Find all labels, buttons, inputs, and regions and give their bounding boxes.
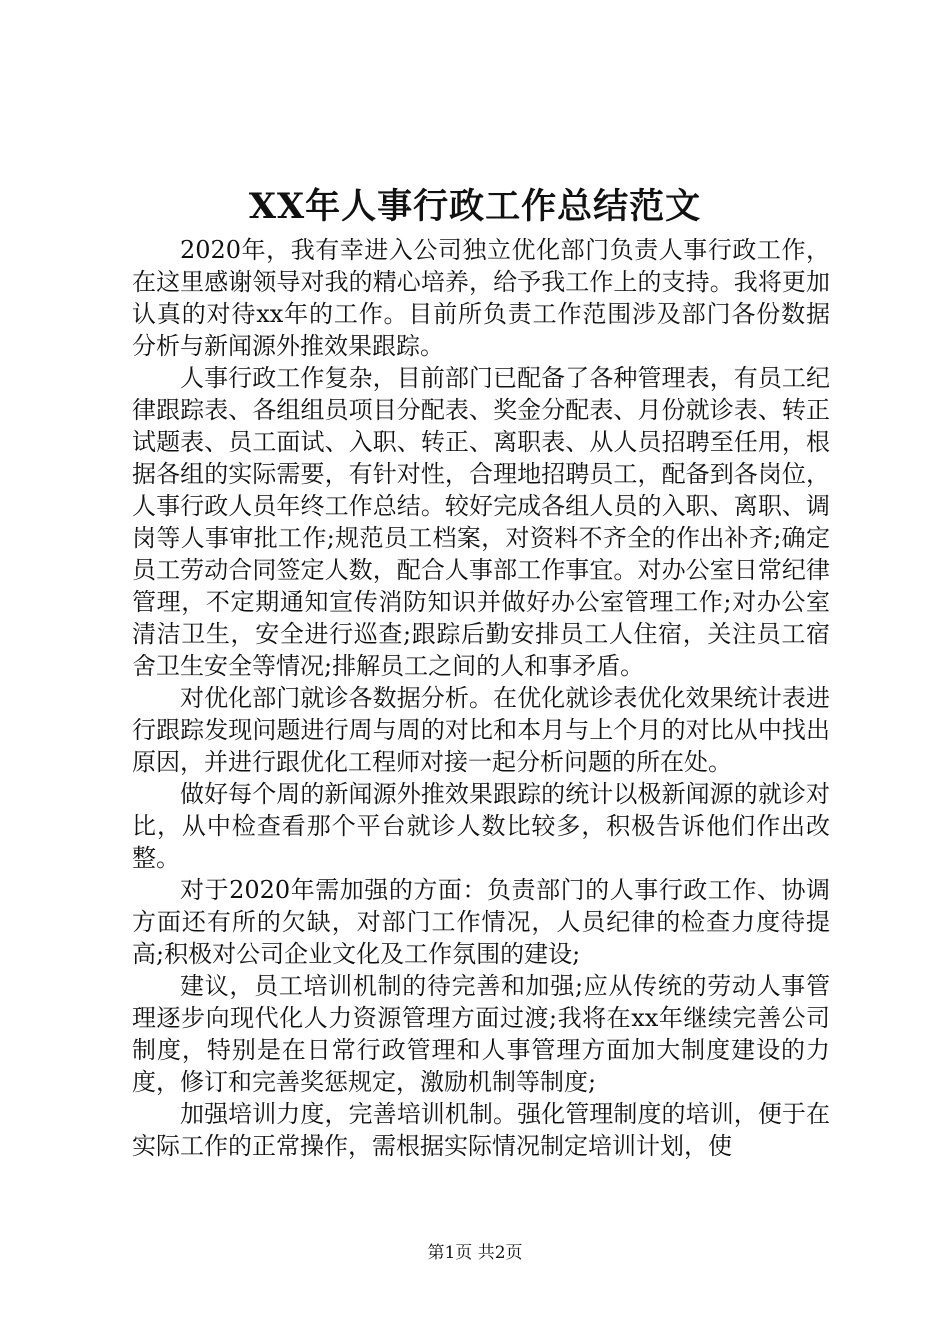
paragraph-7: 加强培训力度，完善培训机制。强化管理制度的培训，便于在实际工作的正常操作，需根据实际情况制定培训计划，使 bbox=[132, 1100, 830, 1160]
paragraph-2: 人事行政工作复杂，目前部门已配备了各种管理表，有员工纪律跟踪表、各组组员项目分配表、奖金分配表、月份就诊表、转正试题表、员工面试、入职、转正、离职表、从人员招聘至任用，根据各组的实际需要，有针对性，合理地招聘员工，配备到各岗位，人事行政人员年终工作总结。较好完成各组人员的入职、离职、调岗等人事审批工作;规范员工档案，对资料不齐全的作出补齐;确定员工劳动合同签定人数，配合人事部工作事宜。对办公室日常纪律管理，不定期通知宣传消防知识并做好办公室管理工作;对办公室清洁卫生，安全进行巡查;跟踪后勤安排员工人住宿，关注员工宿舍卫生安全等情况;排解员工之间的人和事矛盾。 bbox=[132, 364, 830, 680]
paragraph-1: 2020年，我有幸进入公司独立优化部门负责人事行政工作，在这里感谢领导对我的精心培养，给予我工作上的支持。我将更加认真的对待xx年的工作。目前所负责工作范围涉及部门各份数据分析与新闻源外推效果跟踪。 bbox=[132, 236, 830, 360]
page-footer: 第1页 共2页 bbox=[427, 1243, 523, 1263]
paragraph-4: 做好每个周的新闻源外推效果跟踪的统计以极新闻源的就诊对比，从中检查看那个平台就诊人数比较多，积极告诉他们作出改整。 bbox=[132, 780, 830, 872]
document-title: XX年人事行政工作总结范文 bbox=[248, 186, 702, 227]
paragraph-3: 对优化部门就诊各数据分析。在优化就诊表优化效果统计表进行跟踪发现问题进行周与周的对比和本月与上个月的对比从中找出原因，并进行跟优化工程师对接一起分析问题的所在处。 bbox=[132, 684, 830, 776]
paragraph-5: 对于2020年需加强的方面：负责部门的人事行政工作、协调方面还有所的欠缺，对部门工作情况，人员纪律的检查力度待提高;积极对公司企业文化及工作氛围的建设; bbox=[132, 876, 830, 968]
paragraph-6: 建议，员工培训机制的待完善和加强;应从传统的劳动人事管理逐步向现代化人力资源管理方面过渡;我将在xx年继续完善公司制度，特别是在日常行政管理和人事管理方面加大制度建设的力度，修订和完善奖惩规定，激励机制等制度; bbox=[132, 972, 830, 1096]
document-body bbox=[132, 234, 830, 1162]
